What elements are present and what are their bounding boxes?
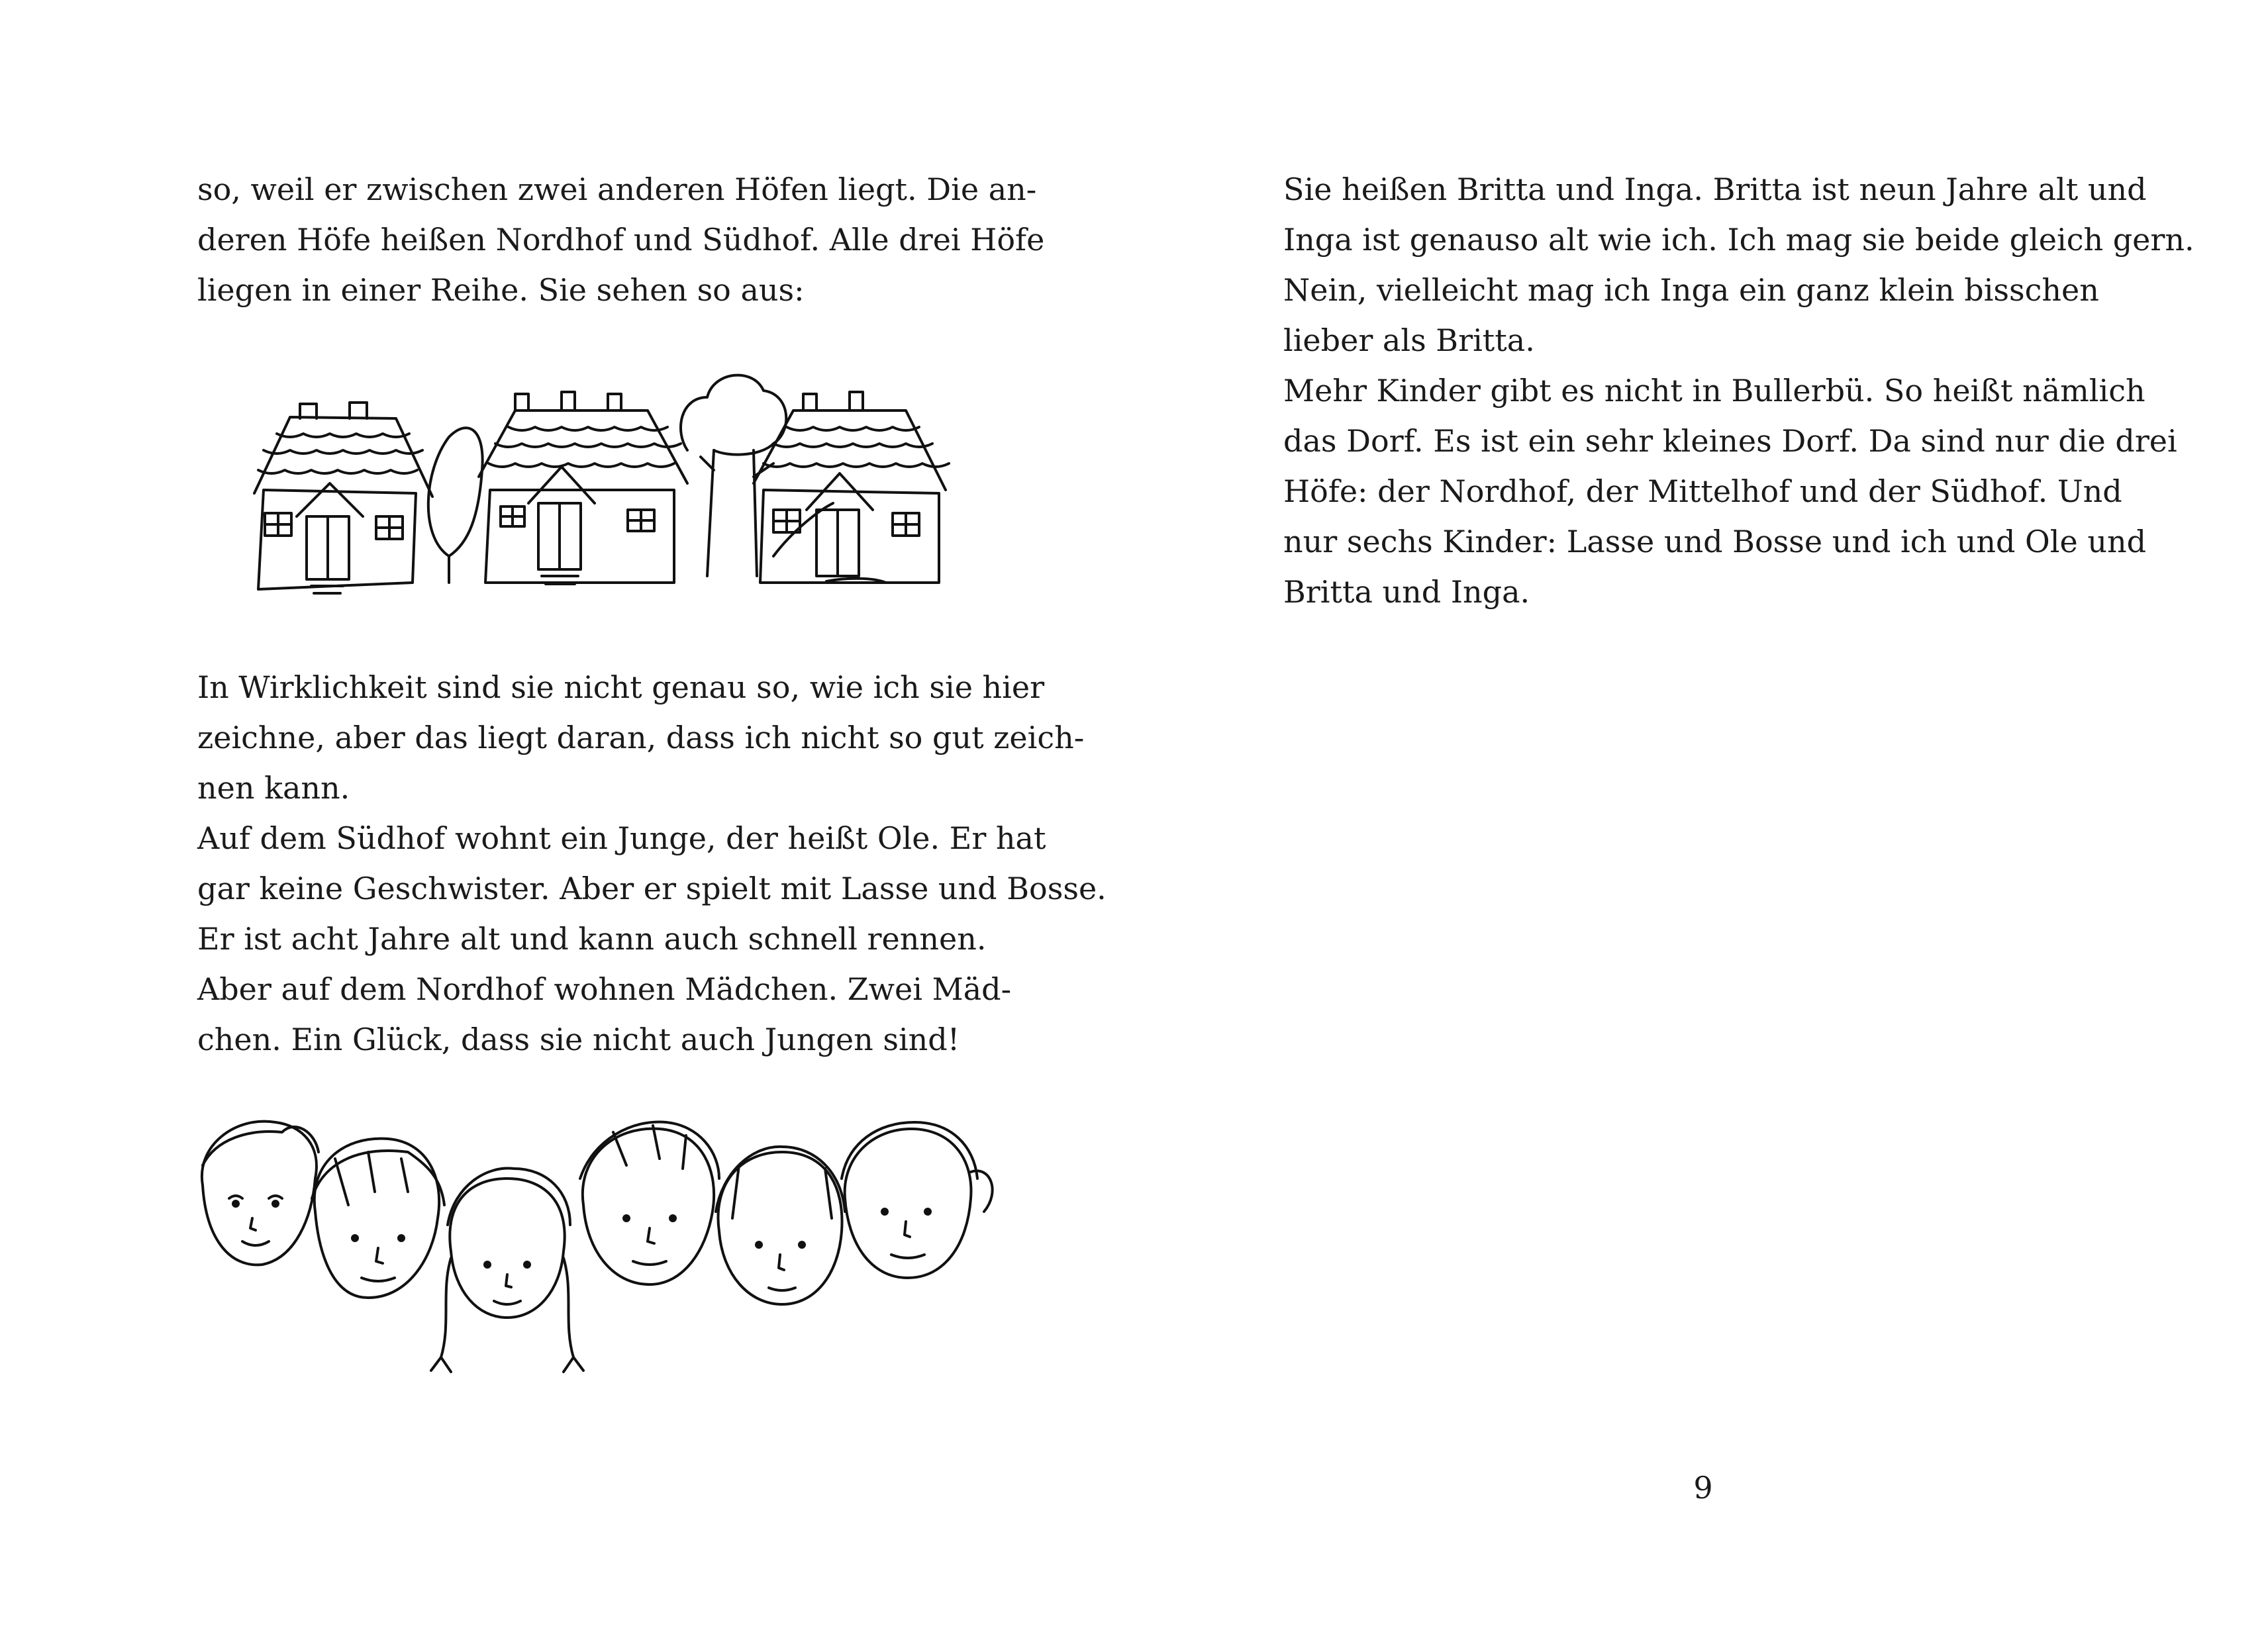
house-middle bbox=[479, 392, 687, 584]
text-line: nen kann. bbox=[197, 770, 350, 806]
child-face-4 bbox=[580, 1122, 719, 1284]
page-number: 9 bbox=[1693, 1470, 1713, 1506]
child-face-6 bbox=[842, 1122, 993, 1278]
text-line: Inga ist genauso alt wie ich. Ich mag sie beide gleich gern. bbox=[1283, 222, 2194, 258]
text-line: nur sechs Kinder: Lasse und Bosse und ich und Ole und bbox=[1283, 524, 2147, 559]
child-face-2 bbox=[312, 1139, 444, 1298]
text-line: In Wirklichkeit sind sie nicht genau so, wie ich sie hier bbox=[197, 669, 1045, 705]
right-page bbox=[1134, 0, 2268, 1642]
text-line: liegen in einer Reihe. Sie sehen so aus: bbox=[197, 272, 805, 308]
left-paragraph-main bbox=[197, 662, 1107, 1065]
child-face-1 bbox=[202, 1122, 319, 1265]
text-line: so, weil er zwischen zwei anderen Höfen liegt. Die an- bbox=[197, 171, 1037, 207]
three-farmhouses-illustration bbox=[250, 358, 952, 596]
text-line: Er ist acht Jahre alt und kann auch schnell rennen. bbox=[197, 921, 987, 957]
tree-left bbox=[428, 428, 483, 583]
text-line: das Dorf. Es ist ein sehr kleines Dorf. Da sind nur die drei bbox=[1283, 423, 2177, 459]
text-line: Mehr Kinder gibt es nicht in Bullerbü. So heißt nämlich bbox=[1283, 373, 2145, 409]
text-line: gar keine Geschwister. Aber er spielt mit Lasse und Bosse. bbox=[197, 871, 1107, 906]
child-face-3 bbox=[431, 1168, 583, 1372]
text-line: Auf dem Südhof wohnt ein Junge, der heißt Ole. Er hat bbox=[197, 820, 1046, 856]
left-paragraph-top bbox=[197, 164, 1045, 315]
text-line: deren Höfe heißen Nordhof und Südhof. Alle drei Höfe bbox=[197, 222, 1045, 258]
right-paragraph bbox=[1283, 164, 2194, 617]
text-line: lieber als Britta. bbox=[1283, 322, 1535, 358]
six-children-faces-illustration bbox=[189, 1106, 1004, 1397]
text-line: chen. Ein Glück, dass sie nicht auch Jungen sind! bbox=[197, 1022, 960, 1057]
text-line: Britta und Inga. bbox=[1283, 574, 1530, 610]
house-right bbox=[754, 392, 949, 583]
text-line: Höfe: der Nordhof, der Mittelhof und der Südhof. Und bbox=[1283, 473, 2122, 509]
text-line: Sie heißen Britta und Inga. Britta ist neun Jahre alt und bbox=[1283, 171, 2147, 207]
text-line: zeichne, aber das liegt daran, dass ich nicht so gut zeich- bbox=[197, 720, 1085, 755]
text-line: Nein, vielleicht mag ich Inga ein ganz klein bisschen bbox=[1283, 272, 2099, 308]
house-left bbox=[254, 403, 432, 593]
text-line: Aber auf dem Nordhof wohnen Mädchen. Zwei Mäd- bbox=[197, 971, 1012, 1007]
child-face-5 bbox=[716, 1147, 845, 1304]
